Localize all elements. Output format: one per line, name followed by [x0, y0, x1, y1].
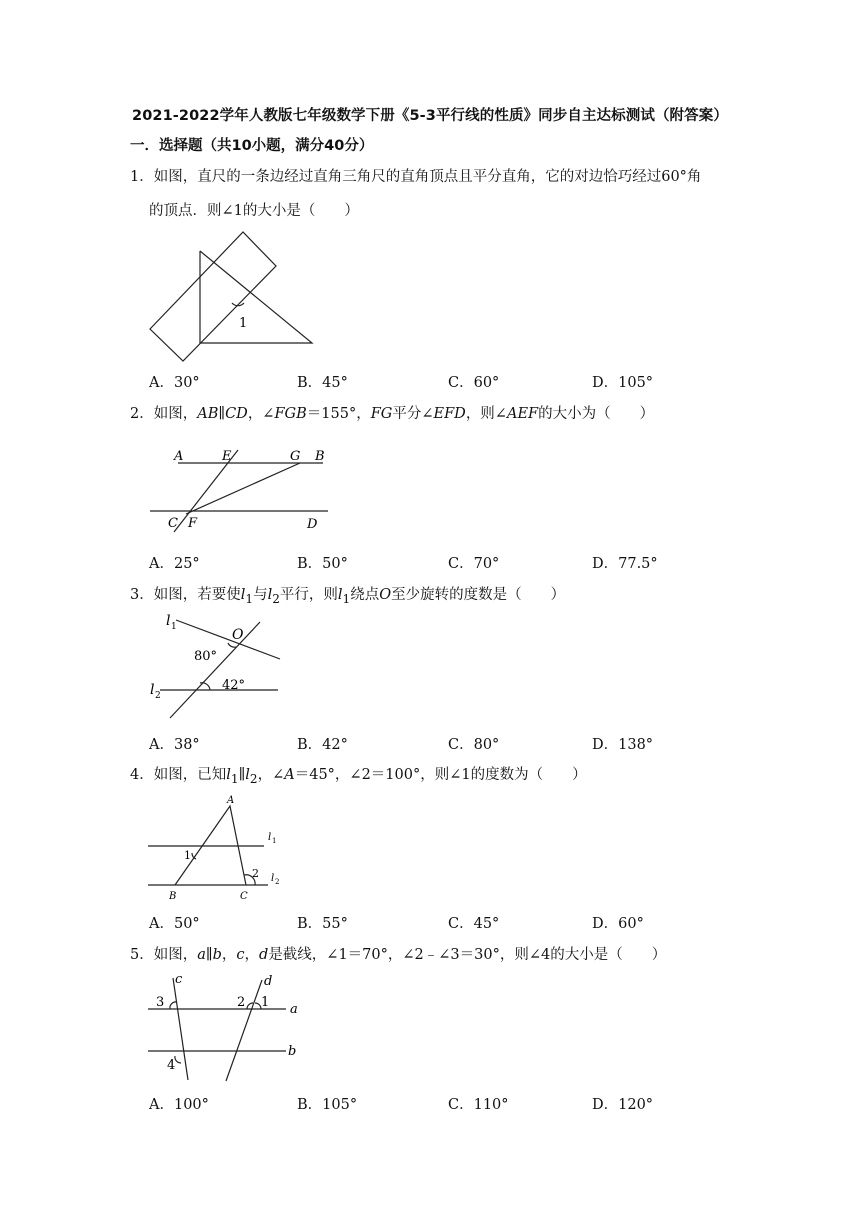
- q4-option-a[interactable]: A．50°: [149, 916, 200, 932]
- q2-option-d[interactable]: D．77.5°: [592, 556, 658, 572]
- section-heading: 一．选择题（共10小题，满分40分）: [130, 138, 374, 154]
- label-a: A: [227, 795, 235, 806]
- label-l2: l: [150, 682, 155, 698]
- label-d: D: [307, 517, 318, 532]
- question-5-text: 5．如图，a∥b，c，d是截线，∠1＝70°，∠2﹣∠3＝30°，则∠4的大小是（ ）: [130, 947, 667, 963]
- angle-4-arc: [175, 1056, 181, 1063]
- label-2: 2: [237, 995, 246, 1010]
- q2-option-a[interactable]: A．25°: [149, 556, 200, 572]
- label-l1-sub: 1: [171, 622, 177, 632]
- q1-option-d[interactable]: D．105°: [592, 375, 654, 391]
- triangle-shape: [200, 251, 312, 343]
- q3-option-c[interactable]: C．80°: [448, 737, 500, 753]
- q3-option-b[interactable]: B．42°: [297, 737, 348, 753]
- label-1: 1: [261, 995, 270, 1010]
- figure-label: 1: [239, 316, 248, 331]
- q4-option-b[interactable]: B．55°: [297, 916, 348, 932]
- q4-option-d[interactable]: D．60°: [592, 916, 644, 932]
- q1-option-a[interactable]: A．30°: [149, 375, 200, 391]
- label-l1: l: [166, 613, 171, 629]
- label-e: E: [222, 449, 232, 464]
- question-1-figure: [140, 225, 330, 365]
- q1-option-b[interactable]: B．45°: [297, 375, 348, 391]
- q5-option-a[interactable]: A．100°: [149, 1097, 209, 1113]
- label-f: F: [188, 516, 198, 531]
- label-a: A: [174, 449, 184, 464]
- label-c: C: [240, 891, 248, 902]
- document-title: 2021-2022学年人教版七年级数学下册《5-3平行线的性质》同步自主达标测试（附答案）: [132, 108, 728, 124]
- label-l2: l: [271, 873, 275, 884]
- label-c: C: [168, 516, 178, 531]
- label-l1-sub: 1: [272, 837, 277, 845]
- angle-3-arc: [170, 1002, 177, 1009]
- label-b: B: [169, 891, 177, 902]
- question-2-text: 2．如图，AB∥CD，∠FGB＝155°，FG平分∠EFD，则∠AEF的大小为（ ）: [130, 406, 655, 422]
- question-1-line2: 的顶点．则∠1的大小是（ ）: [149, 203, 359, 219]
- label-b: b: [288, 1044, 297, 1059]
- q3-option-d[interactable]: D．138°: [592, 737, 654, 753]
- question-4-text: 4．如图，已知$l_1\parallel l_2$，∠A＝45°，∠2＝100°，则∠1的度数为（ ）: [130, 767, 587, 786]
- label-42-degrees: 42°: [222, 678, 246, 693]
- transversal: [170, 622, 260, 718]
- q5-option-c[interactable]: C．110°: [448, 1097, 509, 1113]
- label-angle-1: 1: [184, 849, 191, 862]
- label-4: 4: [167, 1058, 176, 1073]
- label-l1: l: [268, 832, 272, 843]
- question-1-line1: 1．如图，直尺的一条边经过直角三角尺的直角顶点且平分直角，它的对边恰巧经过60°角: [130, 169, 702, 185]
- label-3: 3: [156, 995, 165, 1010]
- q2-option-c[interactable]: C．70°: [448, 556, 500, 572]
- question-3-figure: [140, 612, 290, 724]
- label-l2-sub: 2: [275, 878, 280, 886]
- ruler-shape: [150, 232, 276, 361]
- question-5-figure: [140, 970, 310, 1085]
- label-l2-sub: 2: [155, 691, 161, 701]
- question-3-text: 3．如图，若要使$l_1$与$l_2$平行，则$l_1$绕点O至少旋转的度数是（ ）: [130, 587, 566, 606]
- q2-option-b[interactable]: B．50°: [297, 556, 348, 572]
- label-a: a: [290, 1002, 298, 1017]
- label-g: G: [290, 449, 301, 464]
- line-l1: [176, 620, 280, 659]
- question-2-figure: [140, 440, 340, 540]
- q5-option-b[interactable]: B．105°: [297, 1097, 358, 1113]
- q5-option-d[interactable]: D．120°: [592, 1097, 654, 1113]
- q1-option-c[interactable]: C．60°: [448, 375, 500, 391]
- label-d: d: [264, 974, 273, 989]
- label-b: B: [315, 449, 325, 464]
- question-4-figure: [140, 793, 290, 905]
- line-fg: [186, 463, 300, 514]
- label-80-degrees: 80°: [194, 649, 218, 664]
- q3-option-a[interactable]: A．38°: [149, 737, 200, 753]
- label-o: O: [232, 627, 244, 643]
- q4-option-c[interactable]: C．45°: [448, 916, 500, 932]
- label-c: c: [175, 972, 183, 987]
- angle-o-arc: [228, 643, 236, 647]
- label-angle-2: 2: [252, 867, 259, 880]
